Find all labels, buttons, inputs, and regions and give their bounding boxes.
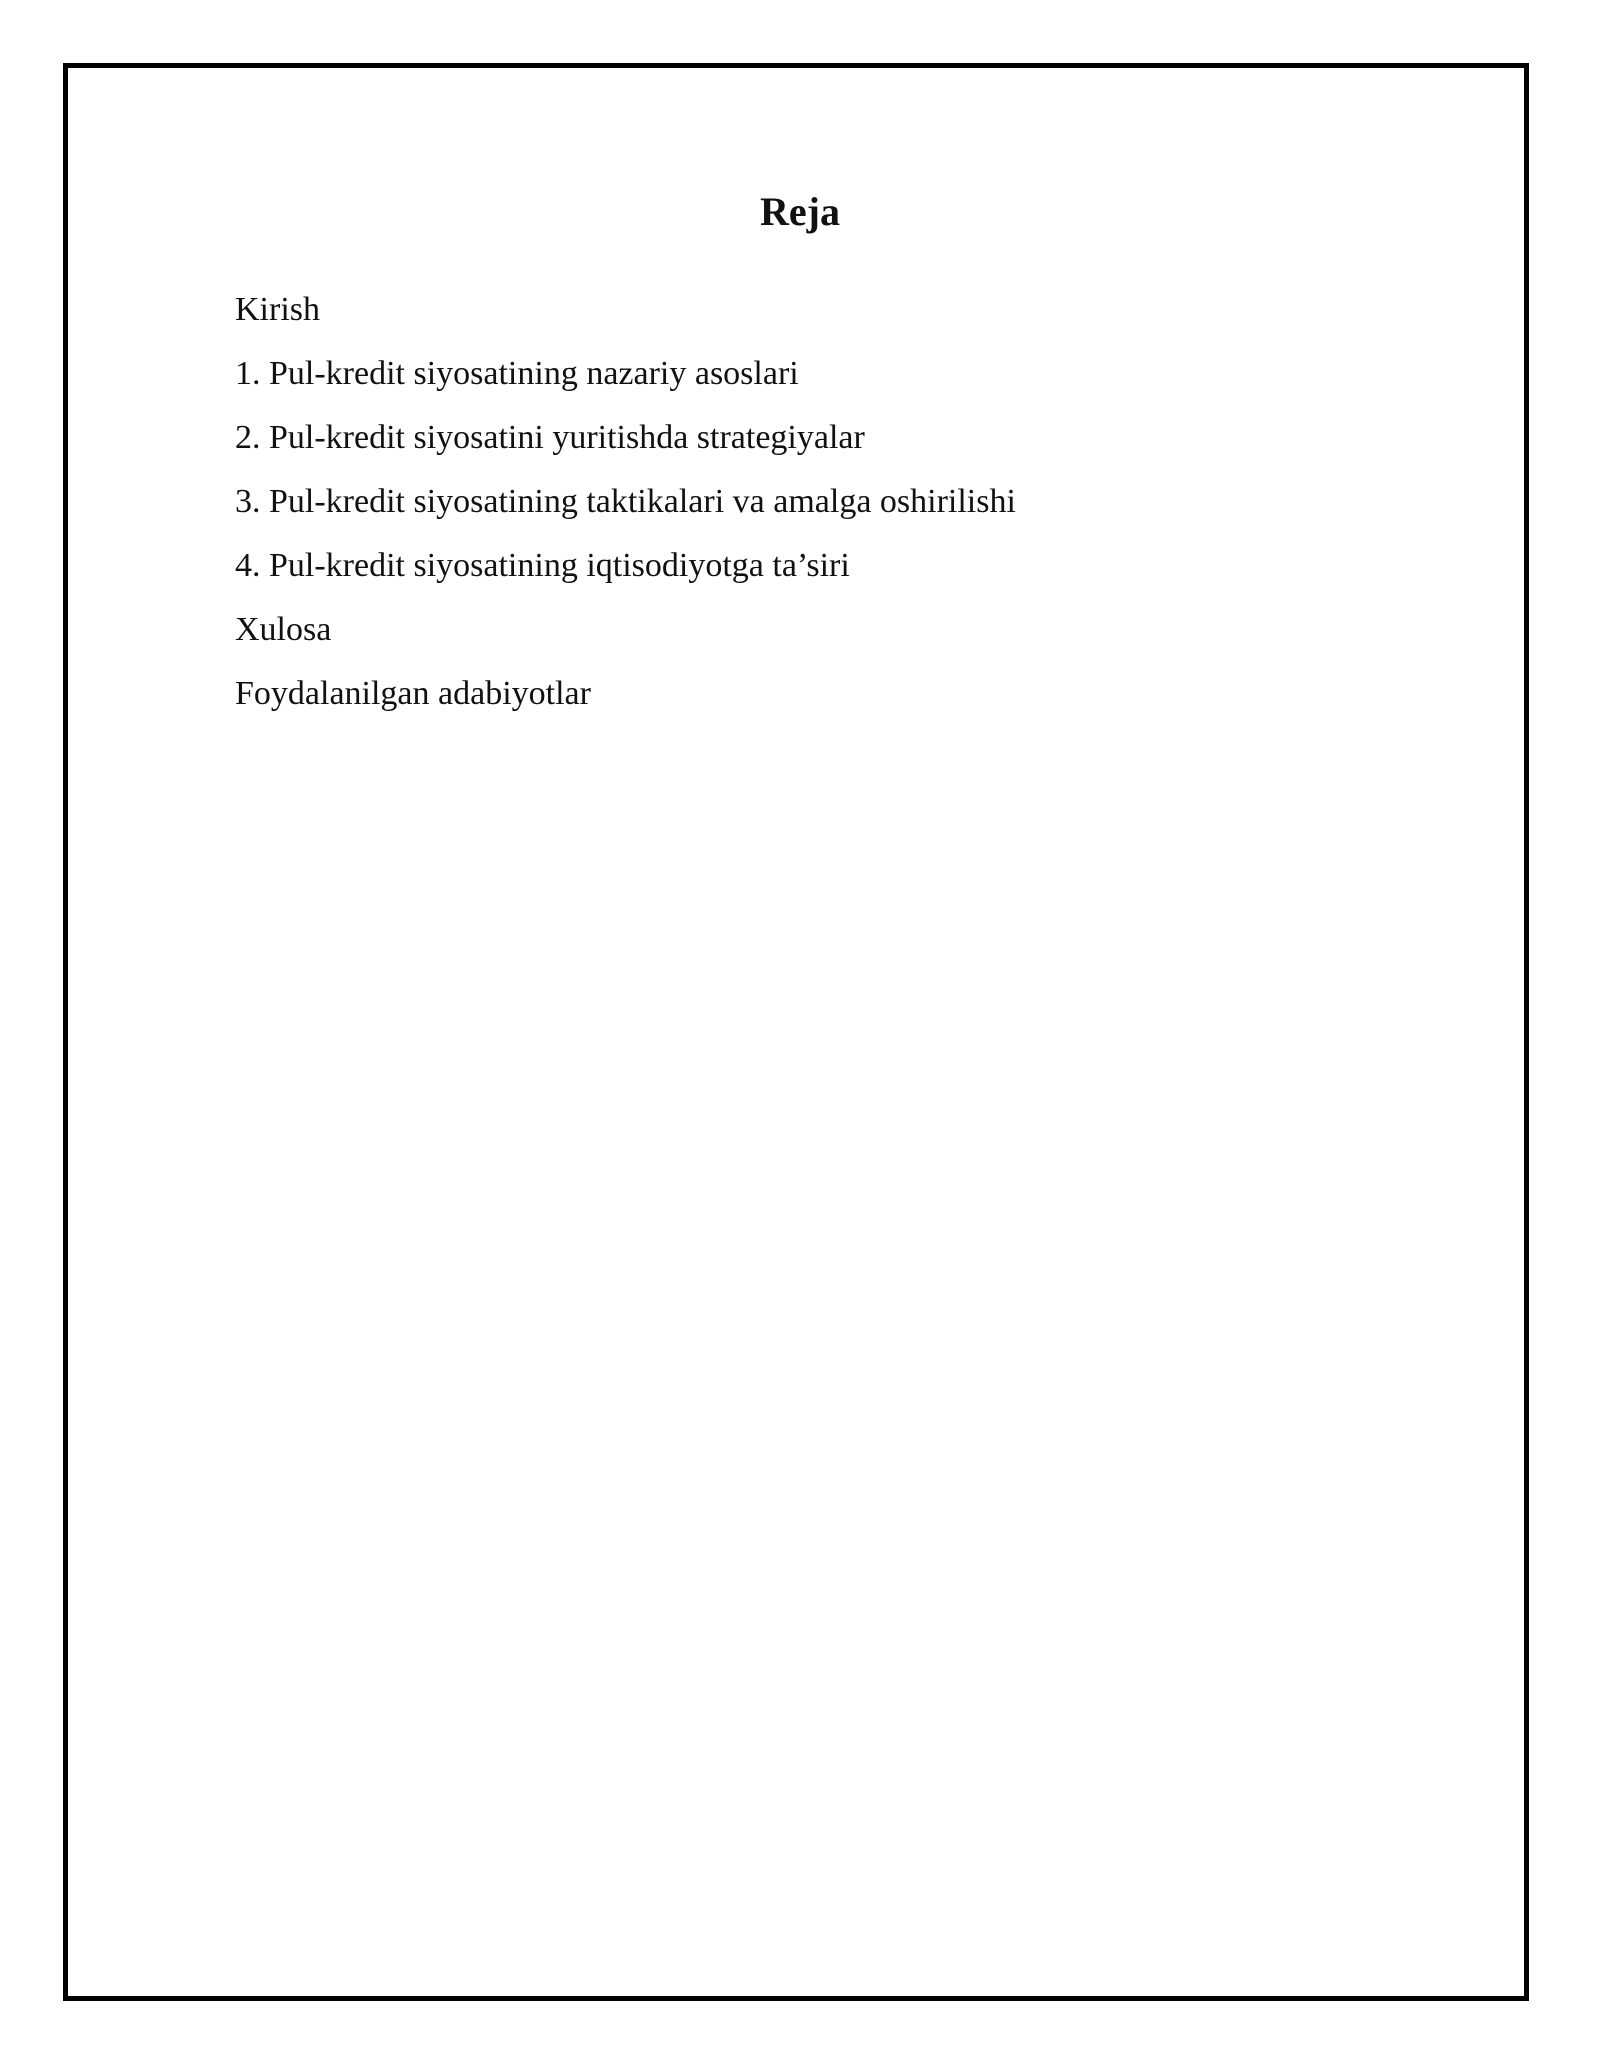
table-of-contents <box>235 290 1016 738</box>
toc-item-2: 2. Pul-kredit siyosatini yuritishda strategiyalar <box>235 419 865 456</box>
toc-item-1: 1. Pul-kredit siyosatining nazariy asoslari <box>235 355 799 392</box>
toc-item-introduction: Kirish <box>235 291 320 328</box>
document-title: Reja <box>760 189 840 234</box>
toc-item-references: Foydalanilgan adabiyotlar <box>235 675 591 712</box>
toc-item-3: 3. Pul-kredit siyosatining taktikalari va amalga oshirilishi <box>235 483 1016 520</box>
toc-item-conclusion: Xulosa <box>235 611 332 648</box>
toc-item-4: 4. Pul-kredit siyosatining iqtisodiyotga ta’siri <box>235 547 850 584</box>
